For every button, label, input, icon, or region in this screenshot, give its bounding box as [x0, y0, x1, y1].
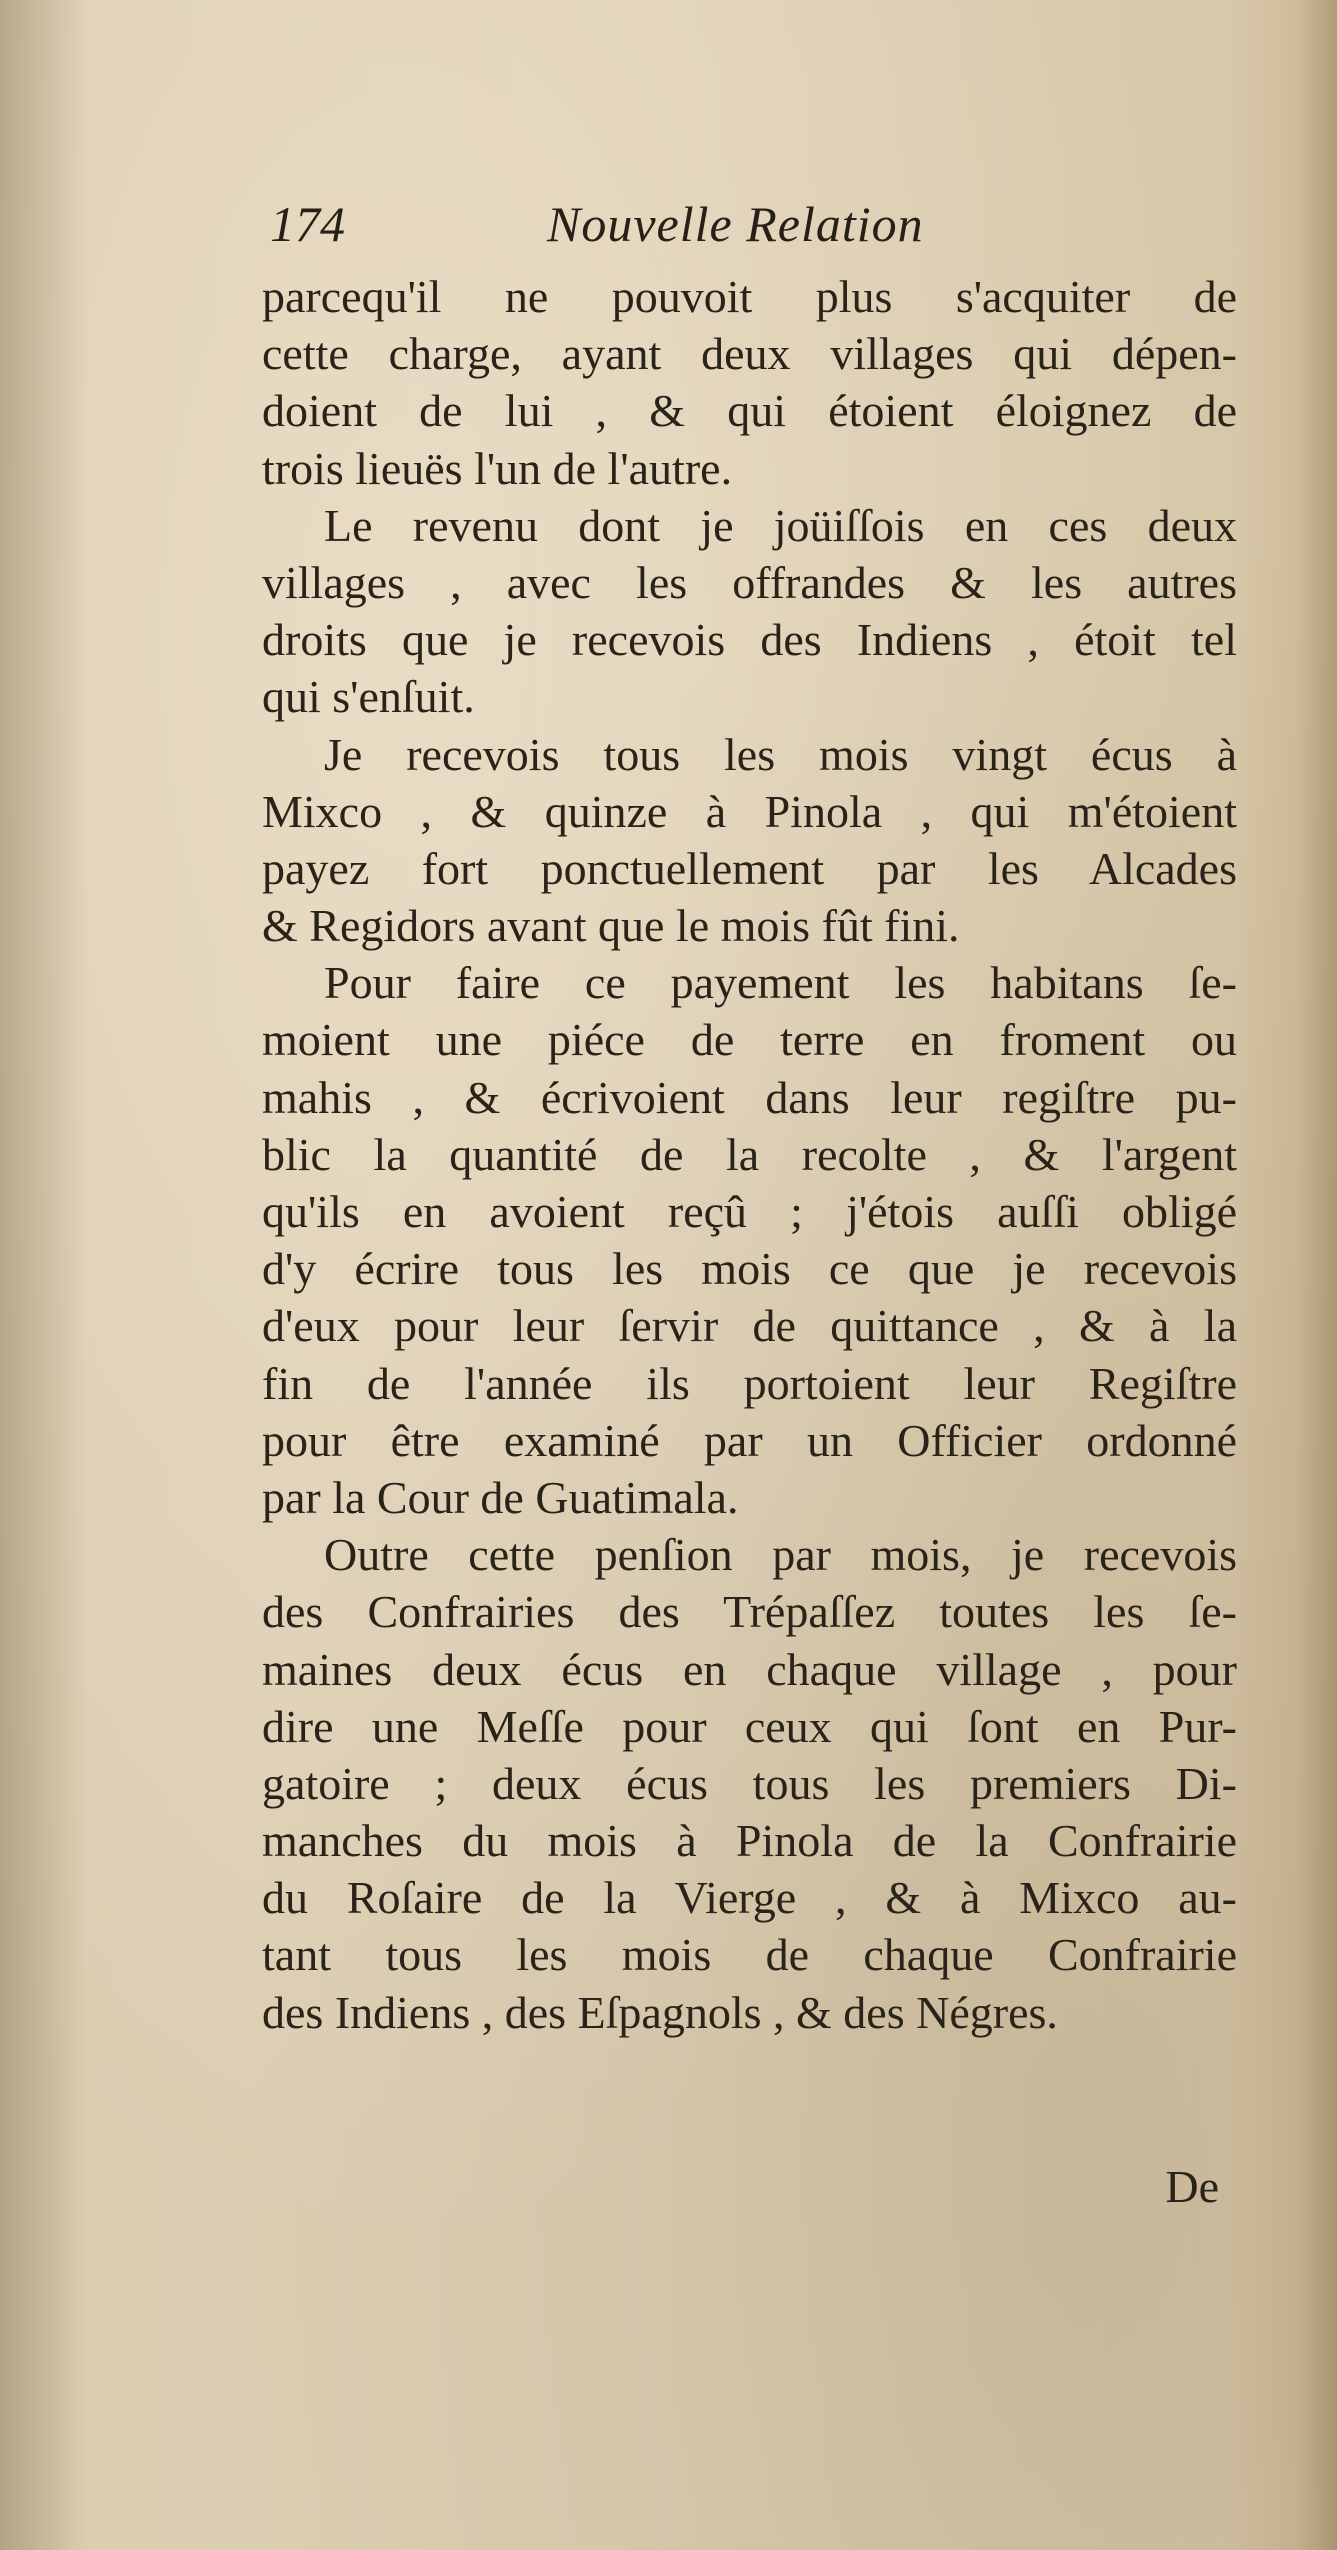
text-line: villages , avec les offrandes & les autres — [262, 556, 1237, 608]
text-line: maines deux écus en chaque village , pour — [262, 1643, 1237, 1695]
text-line: fin de l'année ils portoient leur Regiſtre — [262, 1357, 1237, 1409]
text-line: pour être examiné par un Officier ordonné — [262, 1414, 1237, 1466]
text-line: Je recevois tous les mois vingt écus à — [324, 728, 1237, 780]
text-line: d'eux pour leur ſervir de quittance , & à la — [262, 1300, 1237, 1352]
text-line: qu'ils en avoient reçû ; j'étois auſſi obligé — [262, 1186, 1237, 1237]
text-line: moient une piéce de terre en froment ou — [262, 1014, 1237, 1066]
gutter-shadow — [0, 0, 90, 2550]
text-line: tant tous les mois de chaque Confrairie — [262, 1929, 1237, 1981]
text-line: du Roſaire de la Vierge , & à Mixco au- — [262, 1872, 1237, 1924]
catchword: De — [1165, 2161, 1219, 2212]
text-line: gatoire ; deux écus tous les premiers Di- — [262, 1757, 1237, 1809]
text-line: trois lieuës l'un de l'autre. — [262, 442, 733, 494]
edge-shadow — [1297, 0, 1337, 2550]
text-line: Pour faire ce payement les habitans ſe- — [324, 957, 1237, 1009]
running-title: Nouvelle Relation — [547, 196, 924, 252]
text-line: cette charge, ayant deux villages qui dépen- — [262, 328, 1237, 380]
text-line: blic la quantité de la recolte , & l'argent — [262, 1128, 1237, 1180]
page-number: 174 — [270, 196, 345, 252]
text-line: parcequ'il ne pouvoit plus s'acquiter de — [262, 271, 1237, 322]
text-line: dire une Meſſe pour ceux qui ſont en Pur- — [262, 1700, 1237, 1752]
text-line: qui s'enſuit. — [262, 671, 475, 723]
text-line: manches du mois à Pinola de la Confrairie — [262, 1815, 1237, 1867]
body-text — [262, 268, 1237, 2041]
text-line: Le revenu dont je joüiſſois en ces deux — [324, 499, 1237, 551]
text-line: des Confrairies des Trépaſſez toutes les ſe- — [262, 1586, 1237, 1638]
text-line: doient de lui , & qui étoient éloignez de — [262, 385, 1237, 437]
page-header — [262, 195, 1222, 265]
text-line: payez fort ponctuellement par les Alcades — [262, 842, 1237, 894]
text-line: d'y écrire tous les mois ce que je recevois — [262, 1243, 1237, 1295]
text-line: par la Cour de Guatimala. — [262, 1471, 739, 1523]
text-line: mahis , & écrivoient dans leur regiſtre pu- — [262, 1071, 1237, 1123]
text-line: Mixco , & quinze à Pinola , qui m'étoient — [262, 785, 1237, 837]
text-line: des Indiens , des Eſpagnols , & des Négres. — [262, 1986, 1058, 2038]
text-line: & Regidors avant que le mois fût fini. — [262, 900, 960, 952]
text-line: droits que je recevois des Indiens , étoit tel — [262, 614, 1237, 666]
text-line: Outre cette penſion par mois, je recevois — [324, 1529, 1237, 1581]
